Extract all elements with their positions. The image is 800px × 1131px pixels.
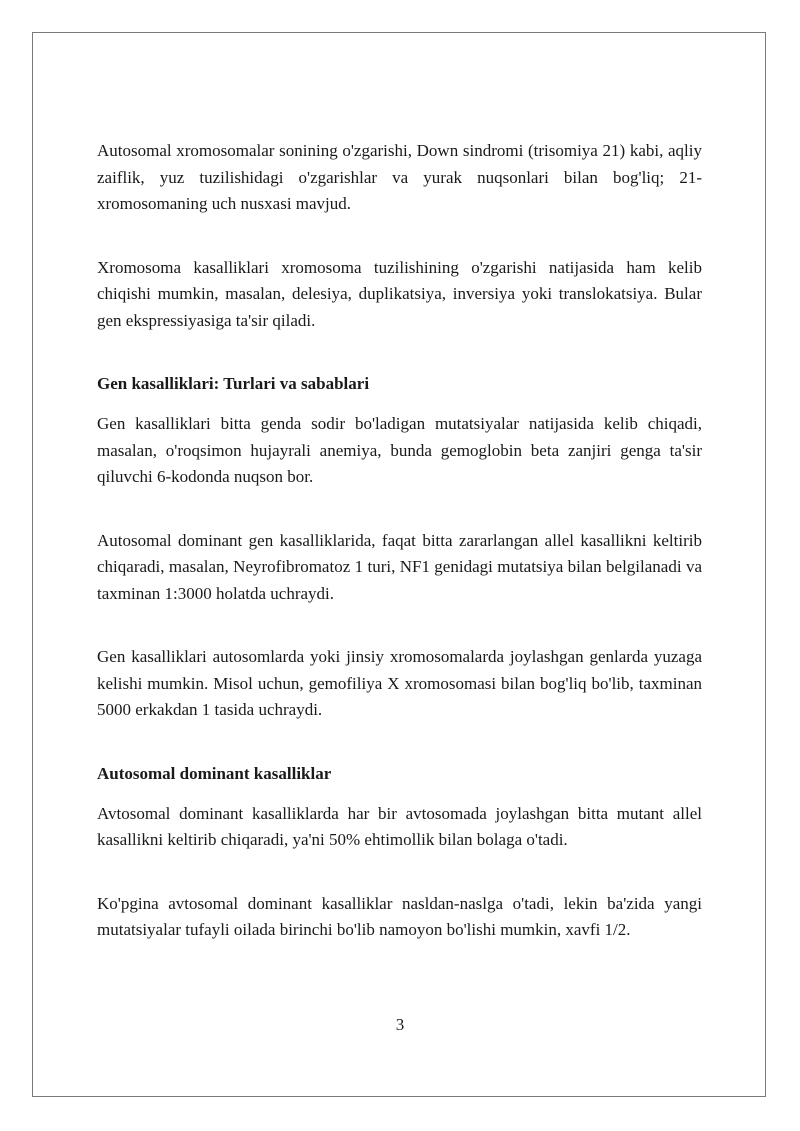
paragraph-mutant-allele: Avtosomal dominant kasalliklarda har bir avtosomada joylashgan bitta mutant allel kasallikni keltirib chiqaradi, ya'ni 50% ehtimollik bilan bolaga o'tadi. bbox=[97, 803, 702, 849]
paragraph-nf1: Autosomal dominant gen kasalliklarida, faqat bitta zararlangan allel kasallikni keltirib chiqaradi, masalan, Neyrofibromatoz 1 turi, NF1 genidagi mutatsiya bilan belgilanadi va taxminan 1:3000 holatda uchraydi. bbox=[97, 530, 702, 603]
paragraph-sickle-cell: Gen kasalliklari bitta genda sodir bo'ladigan mutatsiyalar natijasida kelib chiqadi, masalan, o'roqsimon hujayrali anemiya, bunda gemoglobin beta zanjiri genga ta'sir qiluvchi 6-kodonda nuqson bor. bbox=[97, 414, 702, 486]
paragraph-down-syndrome: Autosomal xromosomalar sonining o'zgarishi, Down sindromi (trisomiya 21) kabi, aqliy zaiflik, yuz tuzilishidagi o'zgarishlar va yurak nuqsonlari bilan bog'liq; 21-xromosomaning uch nusxasi mavjud. bbox=[97, 141, 702, 213]
page-number: 3 bbox=[395, 1015, 405, 1034]
heading-gene-diseases: Gen kasalliklari: Turlari va sabablari bbox=[97, 374, 370, 393]
paragraph-hemophilia: Gen kasalliklari autosomlarda yoki jinsiy xromosomalarda joylashgan genlarda yuzaga kelishi mumkin. Misol uchun, gemofiliya X xromosomasi bilan bog'liq bo'lib, taxminan 5000 erkakdan 1 tasida uchraydi. bbox=[97, 647, 702, 719]
paragraph-new-mutations: Ko'pgina avtosomal dominant kasalliklar nasldan-naslga o'tadi, lekin ba'zida yangi mutatsiyalar tufayli oilada birinchi bo'lib namoyon bo'lishi mumkin, xavfi 1/2. bbox=[97, 893, 702, 939]
paragraph-chromosome-structure: Xromosoma kasalliklari xromosoma tuzilishining o'zgarishi natijasida ham kelib chiqishi mumkin, masalan, delesiya, duplikatsiya, inversiya yoki translokatsiya. Bular gen ekspressiyasiga ta'sir qiladi. bbox=[97, 257, 702, 330]
heading-autosomal-dominant: Autosomal dominant kasalliklar bbox=[97, 763, 332, 783]
document-body bbox=[97, 138, 702, 944]
